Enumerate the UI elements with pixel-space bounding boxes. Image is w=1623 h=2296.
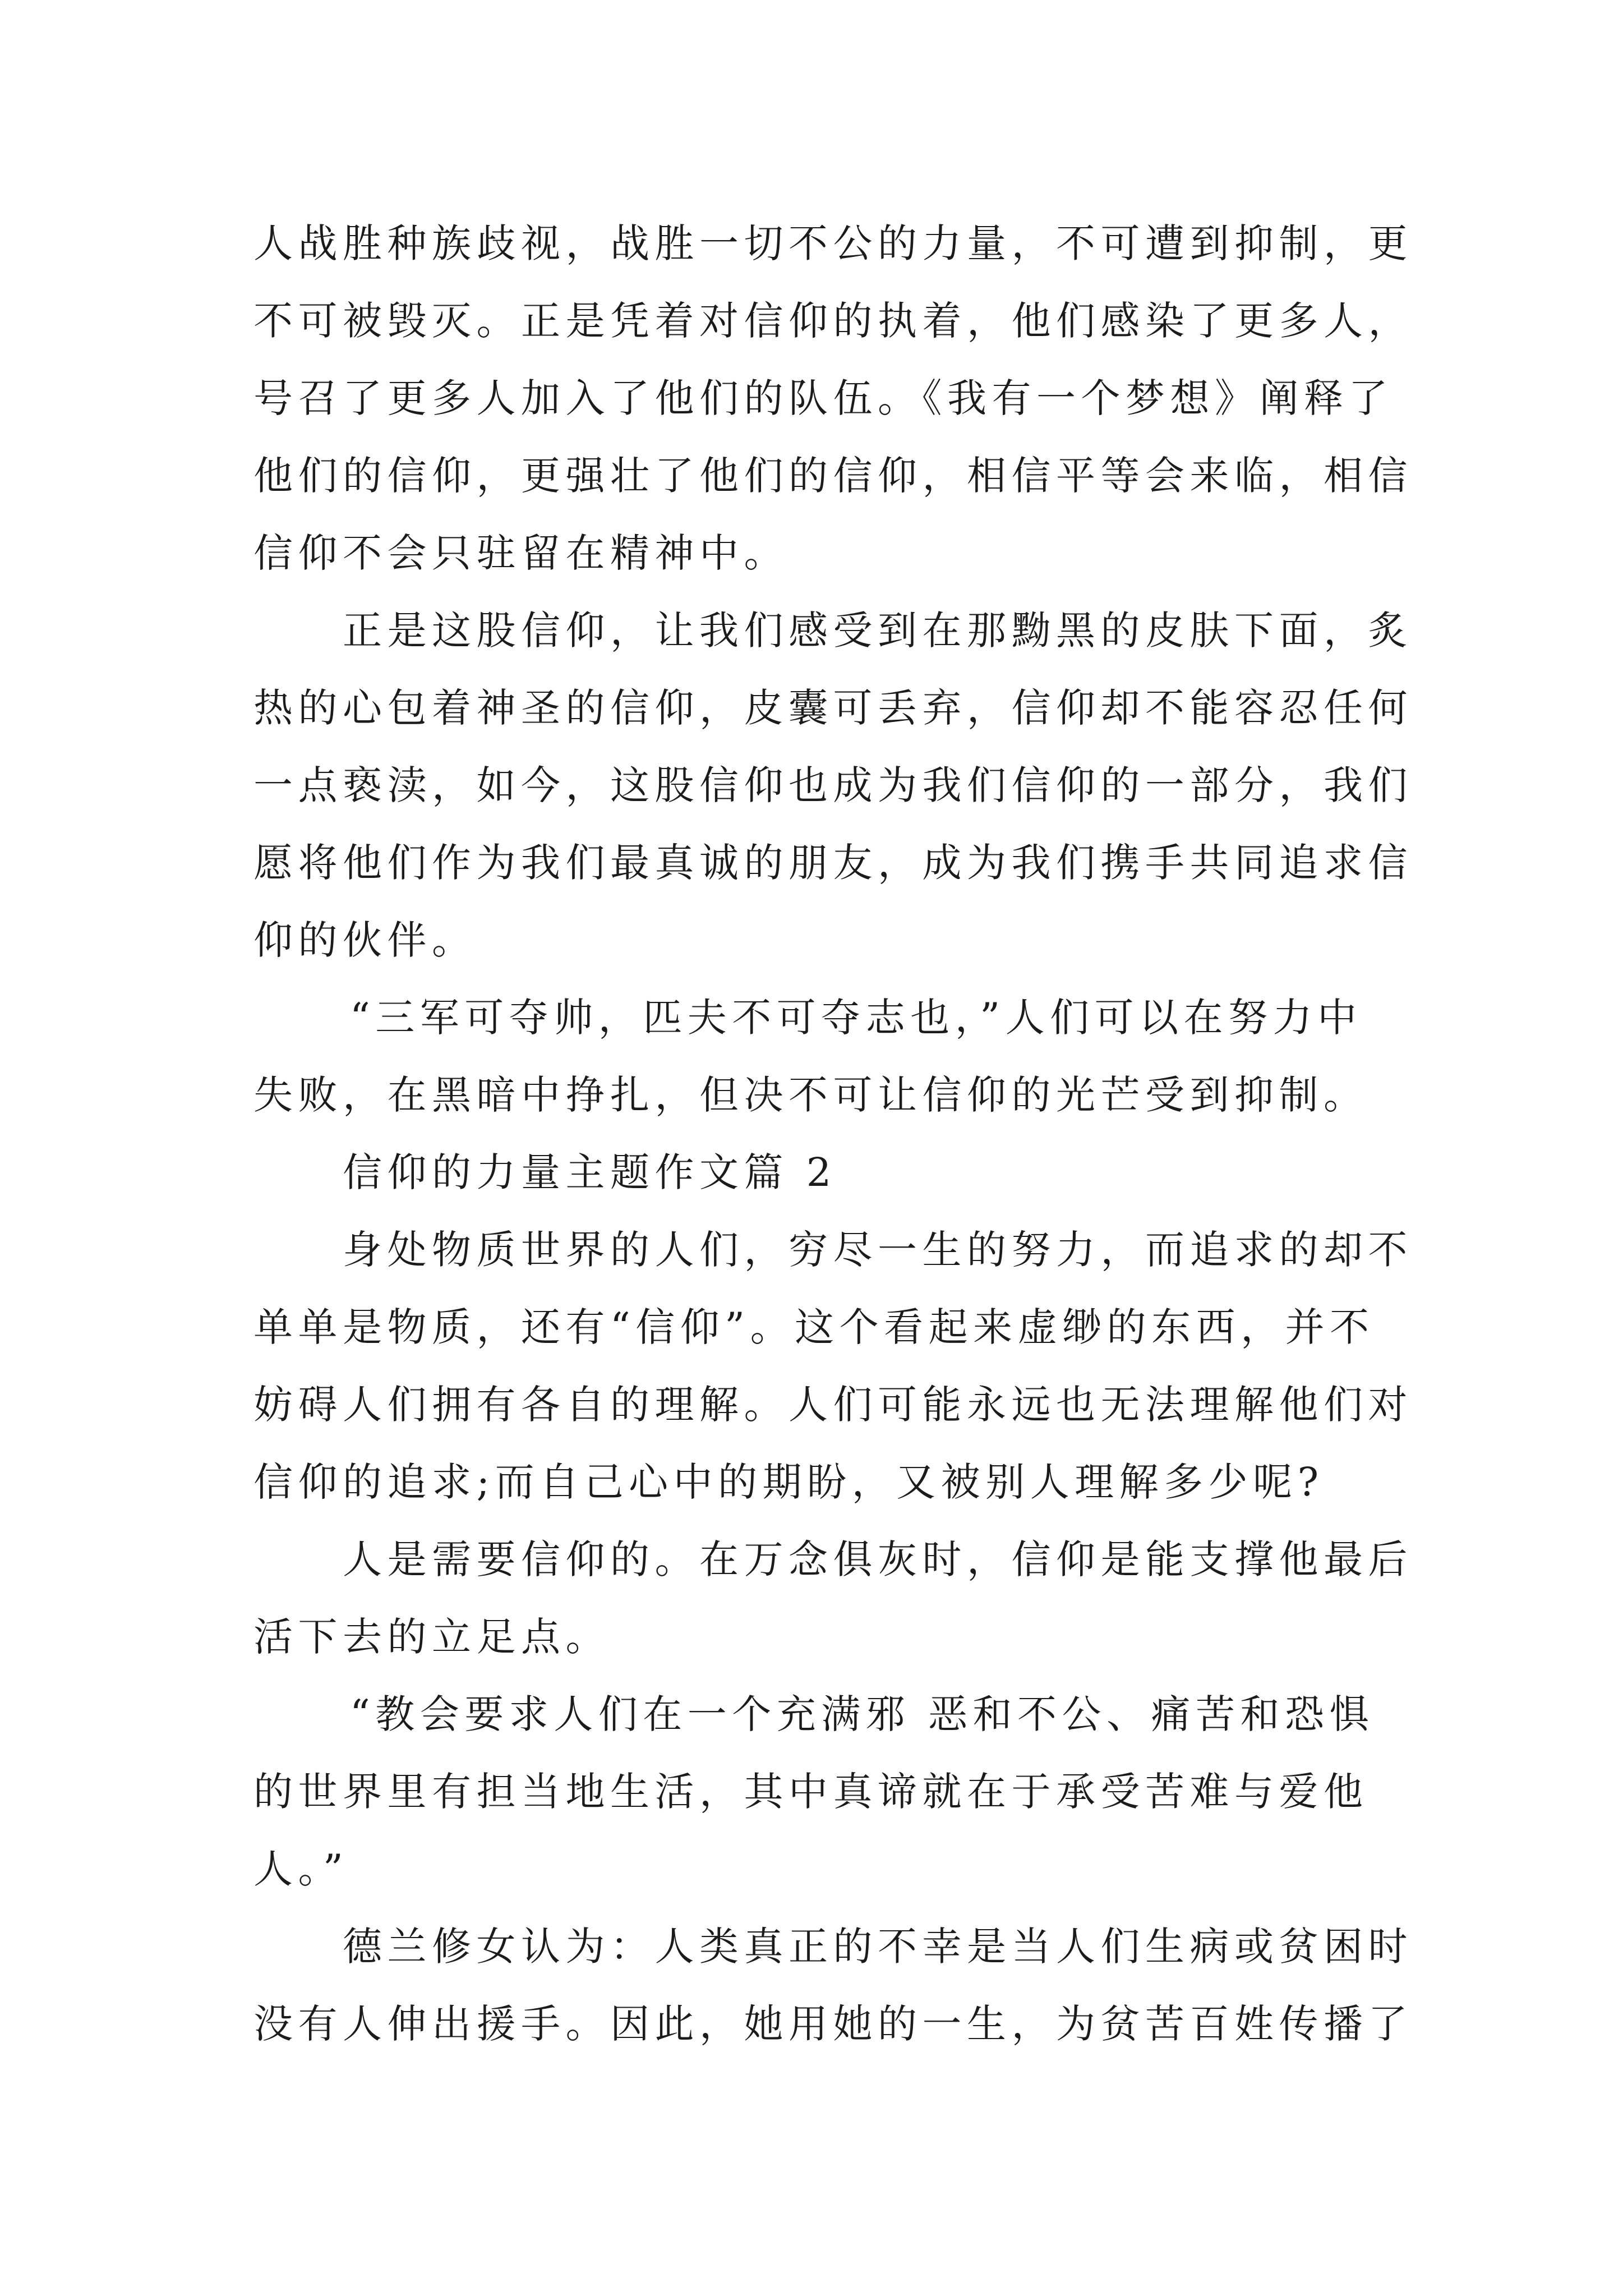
text-line: 单单是物质，还有“信仰”。这个看起来虚缈的东西，并不 bbox=[253, 1304, 1375, 1350]
paragraph-first-line: “三军可夺帅，匹夫不可夺志也，”人们可以在努力中 bbox=[350, 995, 1362, 1041]
text-line: 热的心包着神圣的信仰，皮囊可丢弃，信仰却不能容忍任何 bbox=[253, 685, 1413, 731]
text-line: 信仰的追求;而自己心中的期盼，又被别人理解多少呢? bbox=[253, 1459, 1324, 1505]
paragraph-first-line: 身处物质世界的人们，穷尽一生的努力，而追求的却不 bbox=[343, 1227, 1413, 1273]
text-line: 人。” bbox=[253, 1846, 349, 1892]
text-line: 他们的信仰，更强壮了他们的信仰，相信平等会来临，相信 bbox=[253, 453, 1413, 499]
text-line: 的世界里有担当地生活，其中真谛就在于承受苦难与爱他 bbox=[253, 1769, 1368, 1815]
paragraph-first-line: “教会要求人们在一个充满邪 恶和不公、痛苦和恐惧 bbox=[350, 1691, 1375, 1737]
section-heading: 信仰的力量主题作文篇 2 bbox=[343, 1149, 837, 1195]
paragraph-first-line: 德兰修女认为：人类真正的不幸是当人们生病或贫困时 bbox=[343, 1924, 1413, 1970]
text-line: 仰的伙伴。 bbox=[253, 917, 477, 963]
body-text bbox=[253, 205, 1487, 2063]
text-line: 人战胜种族歧视，战胜一切不公的力量，不可遭到抑制，更 bbox=[253, 220, 1413, 266]
text-line: 不可被毁灭。正是凭着对信仰的执着，他们感染了更多人， bbox=[253, 298, 1413, 344]
paragraph-first-line: 人是需要信仰的。在万念俱灰时，信仰是能支撑他最后 bbox=[343, 1536, 1413, 1582]
text-line: 号召了更多人加入了他们的队伍。《我有一个梦想》阐释了 bbox=[253, 375, 1393, 421]
text-line: 没有人伸出援手。因此，她用她的一生，为贫苦百姓传播了 bbox=[253, 2001, 1413, 2047]
text-line: 活下去的立足点。 bbox=[253, 1614, 610, 1660]
text-line: 一点亵渎，如今，这股信仰也成为我们信仰的一部分，我们 bbox=[253, 762, 1413, 808]
text-line: 妨碍人们拥有各自的理解。人们可能永远也无法理解他们对 bbox=[253, 1382, 1413, 1428]
text-line: 失败，在黑暗中挣扎，但决不可让信仰的光芒受到抑制。 bbox=[253, 1072, 1368, 1118]
paragraph-first-line: 正是这股信仰，让我们感受到在那黝黑的皮肤下面，炙 bbox=[343, 608, 1413, 654]
text-line: 愿将他们作为我们最真诚的朋友，成为我们携手共同追求信 bbox=[253, 840, 1413, 886]
text-line: 信仰不会只驻留在精神中。 bbox=[253, 530, 789, 576]
